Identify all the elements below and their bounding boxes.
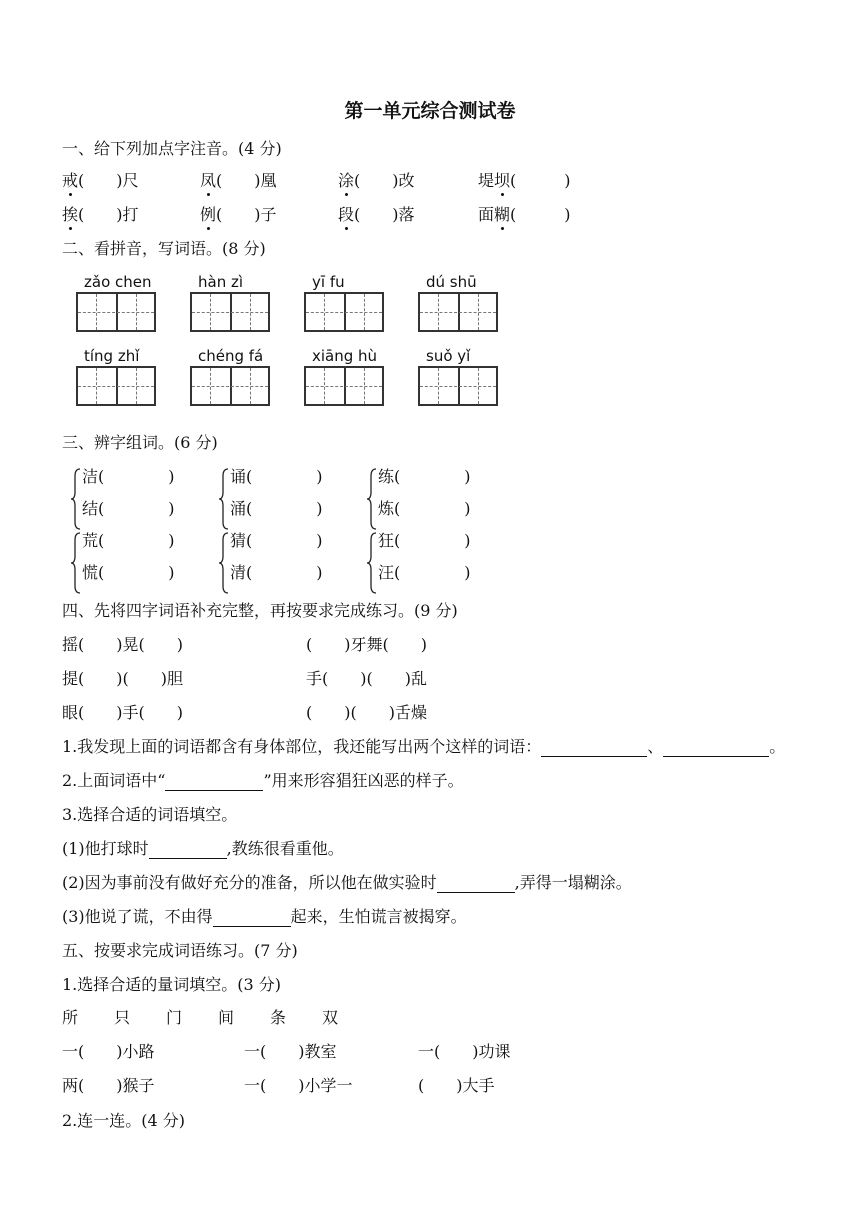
char-pair-item: 诵( ) [230, 467, 323, 486]
q4-3-1-pre: (1)他打球时 [62, 839, 149, 858]
item-rest: ( )子 [216, 205, 277, 224]
measure-fill-item: 一( )小路 [62, 1042, 155, 1061]
grid-line [210, 294, 211, 330]
measure-fill-item: 一( )教室 [244, 1042, 337, 1061]
q4-3-2-pre: (2)因为事前没有做好充分的准备，所以他在做实验时 [62, 873, 437, 892]
grid-line [250, 294, 251, 330]
grid-line [78, 386, 154, 387]
idiom-item: 手( )( )乱 [306, 669, 427, 688]
dotted-char: 糊 [494, 202, 510, 225]
question-4-3-3 [62, 904, 467, 927]
question-4-1 [62, 734, 785, 757]
writing-grid[interactable] [418, 292, 498, 332]
measure-word: 门 [166, 1008, 183, 1027]
q4-3-1-post: ,教练很看重他。 [226, 839, 344, 858]
measure-fill-item: 一( )小学一 [244, 1076, 353, 1095]
q4-2-pre: 2.上面词语中“ [62, 771, 166, 790]
pinyin-label: chéng fá [198, 347, 264, 365]
item-rest: ( )打 [78, 205, 139, 224]
pinyin-label: tíng zhǐ [84, 347, 140, 365]
char-pair-item: 汪( ) [378, 563, 471, 582]
answer-blank[interactable] [213, 908, 291, 927]
question-4-2 [62, 768, 464, 791]
answer-blank[interactable] [165, 772, 263, 791]
grid-line [306, 386, 382, 387]
grid-line [192, 386, 268, 387]
annotation-item [478, 202, 571, 225]
question-5-1: 1.选择合适的量词填空。(3 分) [62, 975, 282, 994]
answer-blank[interactable] [437, 874, 515, 893]
item-rest: ( )改 [354, 171, 415, 190]
question-5-2: 2.连一连。(4 分) [62, 1111, 186, 1130]
grid-line [478, 368, 479, 404]
writing-grid[interactable] [304, 292, 384, 332]
measure-fill-item: 一( )功课 [418, 1042, 511, 1061]
item-rest: ( )落 [354, 205, 415, 224]
grid-line [96, 294, 97, 330]
measure-word: 所 [62, 1008, 79, 1027]
annotation-item [338, 168, 415, 191]
item-rest: ( )凰 [216, 171, 277, 190]
writing-grid[interactable] [190, 292, 270, 332]
grid-line [324, 368, 325, 404]
q4-3-3-post: 起来，生怕谎言被揭穿。 [290, 907, 467, 926]
item-rest: ( )尺 [78, 171, 139, 190]
dotted-char: 戒 [62, 168, 78, 191]
item-rest: ( ) [510, 205, 571, 224]
measure-fill-item: 两( )猴子 [62, 1076, 155, 1095]
section-2-heading: 二、看拼音，写词语。(8 分) [62, 239, 266, 258]
q4-3-3-pre: (3)他说了谎，不由得 [62, 907, 213, 926]
grid-line [250, 368, 251, 404]
char-pair-item: 慌( ) [82, 563, 175, 582]
answer-blank[interactable] [149, 840, 227, 859]
q4-1-text: 1.我发现上面的词语都含有身体部位，我还能写出两个这样的词语： [62, 737, 542, 756]
measure-word: 间 [218, 1008, 235, 1027]
pinyin-label: zǎo chen [84, 273, 152, 291]
brace-icon [366, 532, 378, 594]
item-rest: ( ) [510, 171, 571, 190]
char-pair-item: 荒( ) [82, 531, 175, 550]
grid-line [192, 312, 268, 313]
dotted-char: 例 [200, 202, 216, 225]
brace-icon [70, 468, 82, 530]
grid-line [210, 368, 211, 404]
annotation-item [200, 168, 277, 191]
char-pair-item: 猜( ) [230, 531, 323, 550]
measure-word: 条 [270, 1008, 287, 1027]
char-pair-item: 洁( ) [82, 467, 175, 486]
grid-line [420, 386, 496, 387]
pinyin-label: yī fu [312, 273, 345, 291]
answer-blank[interactable] [663, 738, 769, 757]
q4-3-2-post: ,弄得一塌糊涂。 [514, 873, 632, 892]
char-pair-item: 狂( ) [378, 531, 471, 550]
grid-line [420, 312, 496, 313]
question-4-3-2 [62, 870, 632, 893]
brace-icon [366, 468, 378, 530]
writing-grid[interactable] [76, 366, 156, 406]
char-pair-item: 结( ) [82, 499, 175, 518]
brace-icon [70, 532, 82, 594]
brace-icon [218, 532, 230, 594]
brace-icon [218, 468, 230, 530]
answer-blank[interactable] [541, 738, 647, 757]
pinyin-label: xiāng hù [312, 347, 378, 365]
pinyin-label: suǒ yǐ [426, 347, 471, 365]
section-1-heading: 一、给下列加点字注音。(4 分) [62, 139, 282, 158]
char-pair-item: 练( ) [378, 467, 471, 486]
annotation-item [62, 202, 139, 225]
writing-grid[interactable] [76, 292, 156, 332]
grid-line [364, 294, 365, 330]
dotted-char: 坝 [494, 168, 510, 191]
grid-line [96, 368, 97, 404]
char-pair-item: 涌( ) [230, 499, 323, 518]
grid-line [136, 294, 137, 330]
grid-line [478, 294, 479, 330]
separator: 、 [647, 737, 664, 756]
grid-line [78, 312, 154, 313]
pinyin-label: hàn zì [198, 273, 244, 291]
section-3-heading: 三、辨字组词。(6 分) [62, 433, 218, 452]
grid-line [438, 368, 439, 404]
pinyin-label: dú shū [426, 273, 477, 291]
item-prefix: 堤 [478, 171, 495, 190]
dotted-char: 凤 [200, 168, 216, 191]
writing-grid[interactable] [190, 366, 270, 406]
idiom-item: 提( )( )胆 [62, 669, 183, 688]
idiom-item: ( )( )舌燥 [306, 703, 427, 722]
writing-grid[interactable] [418, 366, 498, 406]
annotation-item [62, 168, 139, 191]
question-4-3: 3.选择合适的词语填空。 [62, 805, 238, 824]
idiom-item: 摇( )晃( ) [62, 635, 183, 654]
section-4-heading: 四、先将四字词语补充完整，再按要求完成练习。(9 分) [62, 601, 458, 620]
annotation-item [338, 202, 415, 225]
item-prefix: 面 [478, 205, 495, 224]
grid-line [136, 368, 137, 404]
annotation-item [200, 202, 277, 225]
writing-grid[interactable] [304, 366, 384, 406]
question-4-3-1 [62, 836, 344, 859]
q4-2-post: ”用来形容猖狂凶恶的样子。 [263, 771, 464, 790]
page-title: 第一单元综合测试卷 [344, 100, 516, 122]
period: 。 [769, 737, 786, 756]
grid-line [324, 294, 325, 330]
dotted-char: 挨 [62, 202, 78, 225]
idiom-item: ( )牙舞( ) [306, 635, 427, 654]
dotted-char: 段 [338, 202, 354, 225]
idiom-item: 眼( )手( ) [62, 703, 183, 722]
char-pair-item: 炼( ) [378, 499, 471, 518]
char-pair-item: 清( ) [230, 563, 323, 582]
measure-word: 只 [114, 1008, 131, 1027]
grid-line [306, 312, 382, 313]
annotation-item [478, 168, 571, 191]
measure-word: 双 [322, 1008, 339, 1027]
section-5-heading: 五、按要求完成词语练习。(7 分) [62, 941, 298, 960]
grid-line [438, 294, 439, 330]
measure-fill-item: ( )大手 [418, 1076, 495, 1095]
grid-line [364, 368, 365, 404]
dotted-char: 涂 [338, 168, 354, 191]
